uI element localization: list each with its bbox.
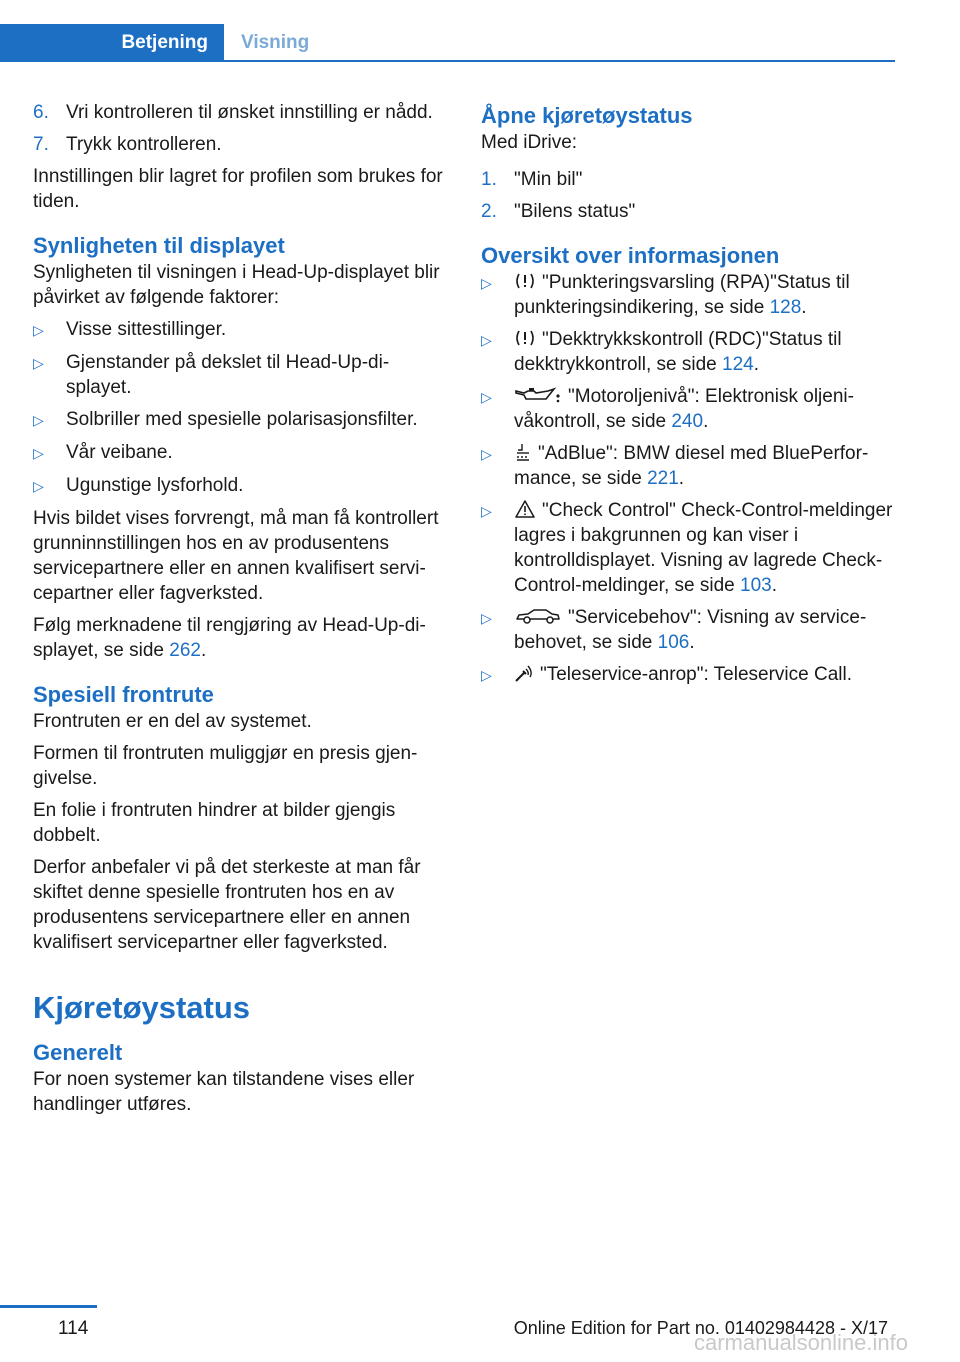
list-item-text: Visse sittestillinger. xyxy=(66,319,227,340)
tab-betjening[interactable]: Betjening xyxy=(0,24,224,62)
tire-pressure-icon xyxy=(514,328,536,348)
paragraph: Formen til frontruten muliggjør en presis gjengivelse. xyxy=(33,743,418,789)
section-heading: Oversikt over informasjonen xyxy=(481,243,780,268)
list-item xyxy=(481,662,893,688)
list-item-text: Gjenstander på dekslet til Head-Up-displayet. xyxy=(66,352,390,398)
paragraph: Med iDrive: xyxy=(481,132,578,153)
step-number: 1. xyxy=(481,169,497,190)
watermark: carmanualsonline.info xyxy=(693,1330,908,1355)
page-link[interactable]: 262 xyxy=(169,640,201,661)
triangle-bullet-icon: ▷ xyxy=(481,610,492,626)
step-item xyxy=(33,100,443,125)
paragraph-text: Følg merknadene til rengjøring av Head-Up-displayet, se side xyxy=(33,615,426,661)
step-number: 6. xyxy=(33,102,49,123)
page-link[interactable]: 124 xyxy=(722,354,754,375)
triangle-bullet-icon: ▷ xyxy=(481,332,492,348)
page-link[interactable]: 106 xyxy=(657,632,690,653)
list-item: ▷ "Check Control" Check-Control-meldinger lagres i bakgrunnen og kan viser i kontrolldisplayet. Visning av lagrede Check-Control-meldinger, se side 103. xyxy=(481,500,893,596)
page-header xyxy=(0,0,895,62)
page-link[interactable]: 128 xyxy=(769,297,802,318)
triangle-bullet-icon: ▷ xyxy=(481,446,492,462)
list-item-text: Vår veibane. xyxy=(66,442,173,463)
service-car-icon xyxy=(514,606,562,626)
step-number: 2. xyxy=(481,201,497,222)
page-link[interactable]: 221 xyxy=(647,468,679,489)
step-number: 7. xyxy=(33,134,49,155)
list-item-text: Ugunstige lysforhold. xyxy=(66,475,244,496)
page-number: 114 xyxy=(58,1318,89,1339)
triangle-bullet-icon: ▷ xyxy=(33,322,44,338)
oil-can-icon xyxy=(514,385,562,405)
section-heading: Spesiell frontrute xyxy=(33,682,214,707)
list-item-text: "Teleservice-anrop": Teleservice Call. xyxy=(540,664,852,685)
triangle-bullet-icon: ▷ xyxy=(33,445,44,461)
left-column xyxy=(33,100,443,1124)
triangle-bullet-icon: ▷ xyxy=(33,478,44,494)
list-item: ▷ "Servicebehov": Visning av servicebehovet, se side 106. xyxy=(481,607,867,653)
paragraph: En folie i frontruten hindrer at bilder gjengis dobbelt. xyxy=(33,800,396,846)
step-item xyxy=(481,199,893,224)
page-link[interactable]: 240 xyxy=(671,411,704,432)
step-item xyxy=(481,167,893,192)
tab-visning[interactable]: Visning xyxy=(241,32,310,53)
teleservice-icon xyxy=(514,663,534,683)
list-item-text: "Punkteringsvarsling (RPA)"Status til punkteringsindikering, se side xyxy=(514,272,850,318)
edition-text: Online Edition for Part no. 01402984428 - X/17 xyxy=(513,1318,888,1338)
triangle-bullet-icon: ▷ xyxy=(33,412,44,428)
paragraph: Derfor anbefaler vi på det sterkeste at man får skiftet denne spesielle frontruten hos en av produsentens servicepartnere eller en annen kvalifisert servicepartner eller fagverksted. xyxy=(33,857,421,953)
list-item: ▷ "AdBlue": BMW diesel med BluePerformance, se side 221. xyxy=(481,443,869,489)
paragraph: Hvis bildet vises forvrengt, må man få kontrollert grunninnstillingen hos en av produsentens servicepartnere eller en annen kvalifisert servicepartner eller fagverksted. xyxy=(33,508,439,604)
step-text: "Min bil" xyxy=(514,169,583,190)
list-item xyxy=(33,317,443,343)
header-divider xyxy=(0,60,895,62)
paragraph: Frontruten er en del av systemet. xyxy=(33,711,312,732)
list-item xyxy=(33,473,443,499)
list-item: ▷ "Motoroljenivå": Elektronisk oljenivåkontroll, se side 240. xyxy=(481,386,854,432)
warning-triangle-icon xyxy=(514,499,536,519)
list-item xyxy=(33,407,443,433)
adblue-icon xyxy=(514,442,532,462)
paragraph: Følg merknadene til rengjøring av Head-Up-displayet, se side 262. xyxy=(33,615,426,661)
list-item xyxy=(33,350,443,400)
section-heading: Åpne kjøretøystatus xyxy=(481,103,693,128)
tire-warning-icon xyxy=(514,271,536,291)
right-column xyxy=(481,100,893,695)
list-item-text: "AdBlue": BMW diesel med BluePerformance, se side xyxy=(514,443,869,489)
list-item-text: "Servicebehov": Visning av servicebehovet, se side xyxy=(514,607,867,653)
triangle-bullet-icon: ▷ xyxy=(481,275,492,291)
triangle-bullet-icon: ▷ xyxy=(481,503,492,519)
list-item: ▷ "Punkteringsvarsling (RPA)"Status til punkteringsindikering, se side 128. xyxy=(481,272,850,318)
step-text: "Bilens status" xyxy=(514,201,636,222)
list-item-text: "Motoroljenivå": Elektronisk oljenivåkontroll, se side xyxy=(514,386,854,432)
list-item-text: "Dekktrykkskontroll (RDC)"Status til dekktrykkontroll, se side xyxy=(514,329,842,375)
section-heading: Generelt xyxy=(33,1040,123,1065)
triangle-bullet-icon: ▷ xyxy=(481,389,492,405)
paragraph: Synligheten til visningen i Head-Up-displayet blir påvirket av følgende faktorer: xyxy=(33,262,440,308)
step-item xyxy=(33,132,443,157)
paragraph: Innstillingen blir lagret for profilen som brukes for tiden. xyxy=(33,166,443,212)
step-text: Trykk kontrolleren. xyxy=(66,134,222,155)
list-item: ▷ "Dekktrykkskontroll (RDC)"Status til dekktrykkontroll, se side 124. xyxy=(481,329,842,375)
page-link[interactable]: 103 xyxy=(740,575,772,596)
list-item-text: "Check Control" Check-Control-meldinger lagres i bakgrunnen og kan viser i kontrolldisplayet. Visning av lagrede Check-Control-meldinger, se side xyxy=(514,500,893,596)
list-item-text: Solbriller med spesielle polarisasjonsfilter. xyxy=(66,409,418,430)
paragraph: For noen systemer kan tilstandene vises eller handlinger utføres. xyxy=(33,1069,415,1115)
step-text: Vri kontrolleren til ønsket innstilling er nådd. xyxy=(66,102,433,123)
triangle-bullet-icon: ▷ xyxy=(33,355,44,371)
triangle-bullet-icon: ▷ xyxy=(481,667,492,683)
section-heading: Synligheten til displayet xyxy=(33,233,285,258)
chapter-heading: Kjøretøystatus xyxy=(33,990,251,1025)
footer-divider xyxy=(0,1305,97,1308)
list-item xyxy=(33,440,443,466)
